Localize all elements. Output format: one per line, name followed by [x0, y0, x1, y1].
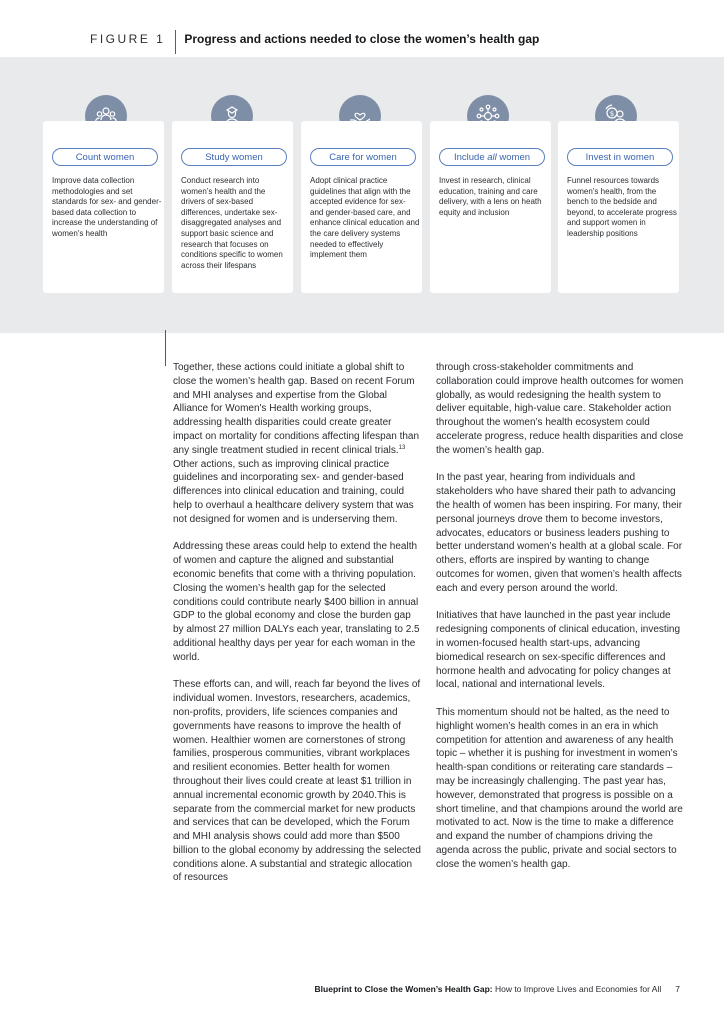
body-paragraph	[173, 361, 423, 527]
card-invest-in-women	[558, 121, 679, 293]
card-study-women	[172, 121, 293, 293]
figure-label: FIGURE 1	[90, 32, 166, 46]
body-paragraph: through cross-stakeholder commitments and collaboration could improve health outcomes for women globally, as would redesigning the health system to deliver equitable, high-value care. Stakeholder action throughout the women’s health ecosystem could accelerate progress, reduce health disparities and close the women’s health gap.	[436, 362, 684, 456]
page-footer	[315, 984, 680, 994]
footer-title	[315, 984, 662, 994]
pill-label-pre: Include	[453, 151, 488, 163]
body-paragraph: This momentum should not be halted, as the need to highlight women’s health comes in an era in which competition for attention and awareness of any health topic – whether it is pushing for investment in women’s health-span conditions or reiterating care standards – may be increasingly challenging. The past year has, however, demonstrated that progress is possible on a short timeline, and that champions around the world are motivated to act. Now is the time to make a difference and expand the number of champions driving the agenda across the public, private and social sectors to close the women’s health gap.	[436, 706, 683, 870]
svg-text:$: $	[609, 110, 615, 118]
figure-header	[90, 30, 539, 56]
card-text: Funnel resources towards women’s health, from the bench to the bedside and beyond, to accelerate progress and support women in leadership positions	[567, 176, 677, 238]
figure-title: Progress and actions needed to close the women’s health gap	[184, 32, 540, 46]
footnote-ref[interactable]: 13	[398, 444, 406, 451]
page-number: 7	[675, 984, 680, 994]
body-paragraph: Initiatives that have launched in the past year include redesigning components of clinical education, investing in women-focused health start-ups, advancing biomedical research on sex-specific differences and hormone health and advocating for policy changes at local, national and international levels.	[436, 610, 681, 691]
paragraph-text: Other actions, such as improving clinical practice guidelines and incorporating sex- and gender-based differences into clinical education and training, could help to overhaul a healthcare delivery system that was not designed for women and is underserving them.	[173, 458, 414, 525]
pill-include-all-women	[439, 148, 545, 166]
pill-label-post: women	[496, 151, 531, 163]
card-text: Improve data collection methodologies and set standards for sex- and gender-based data collection to increase the understanding of women's health	[52, 176, 162, 238]
pill-invest-in-women: Invest in women	[567, 148, 673, 166]
pill-count-women: Count women	[52, 148, 158, 166]
card-include-all-women	[430, 121, 551, 293]
right-column	[436, 361, 686, 885]
footer-title-rest: How to Improve Lives and Economies for All	[492, 984, 662, 994]
card-text: Adopt clinical practice guidelines that align with the accepted evidence for sex- and gender-based care, and enhance clinical education and the care delivery systems needed to effectively implement them	[310, 176, 420, 260]
body-paragraph: In the past year, hearing from individuals and stakeholders who have shared their path to advancing the health of women has been inspiring. For many, their personal journeys drove them to become investors, advocates, educators or business leaders pushing to better understand women’s health at a global scale. For others, efforts are inspired by wanting to change outcomes for women, given that women’s health affects each and every person around the world.	[436, 472, 683, 594]
card-count-women	[43, 121, 164, 293]
card-text: Invest in research, clinical education, training and care delivery, with a lens on heath equity and inclusion	[439, 176, 542, 217]
column-rule	[165, 330, 166, 366]
paragraph-text: Together, these actions could initiate a global shift to close the women’s health gap. Based on recent Forum and MHI analyses and expertise from the Global Alliance for Women's Health working groups, addressing health disparities could create greater impact on mortality for conditions affecting lifespan than any single treatment studied in recent clinical trials.	[173, 362, 420, 456]
pill-label-emphasis: all	[487, 151, 497, 163]
pill-care-for-women: Care for women	[310, 148, 416, 166]
left-column	[173, 361, 423, 899]
body-paragraph: Addressing these areas could help to extend the health of women and capture the aligned and substantial economic benefits that come with a thriving population. Closing the women’s health gap for the selected conditions could contribute nearly $400 billion in annual GDP to the global economy and close the burden gap by almost 27 million DALYs each year, translating to 2.5 additional healthy days per year for each woman in the world.	[173, 541, 420, 663]
pill-study-women: Study women	[181, 148, 287, 166]
card-text: Conduct research into women’s health and the drivers of sex-based differences, undertake sex-disaggregated analyses and support basic science and research that focuses on conditions specific to women across their lifespans	[181, 176, 283, 270]
header-divider	[175, 30, 176, 54]
footer-title-bold: Blueprint to Close the Women’s Health Gap:	[314, 984, 493, 994]
card-care-for-women	[301, 121, 422, 293]
body-paragraph: These efforts can, and will, reach far beyond the lives of individual women. Investors, researchers, academics, non-profits, providers, life sciences companies and governments have reasons to improve the health of women. Healthier women are cornerstones of strong families, prosperous communities, vibrant workplaces and resilient economies. Better health for women throughout their lives could create at least $1 trillion in annual incremental economic growth by 2040.This is separate from the commercial market for new products and services that can be developed, which the Forum and MHI analysis shows could add more than $500 billion to the global economy by addressing the selected conditions alone. A substantial and strategic allocation of resources	[173, 679, 421, 884]
